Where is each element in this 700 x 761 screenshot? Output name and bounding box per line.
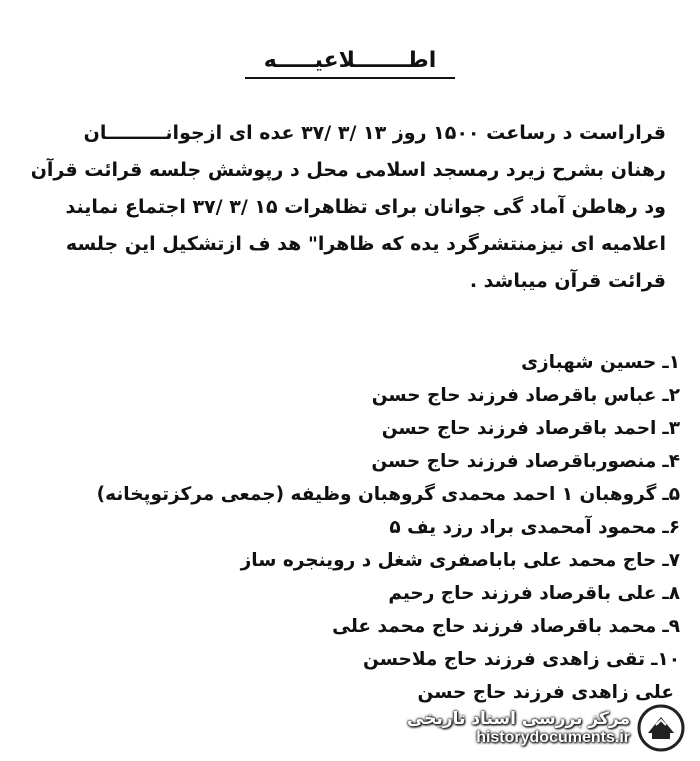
list-item-number: ۱ـ xyxy=(662,352,680,373)
list-item-text: علی باقرصاد فرزند حاج رحیم xyxy=(388,583,657,604)
list-item-number: ۹ـ xyxy=(662,616,680,637)
list-item xyxy=(30,346,680,379)
list-item xyxy=(30,577,680,610)
list-item-number: ۱۰ـ xyxy=(651,649,680,670)
list-item-number: ۶ـ xyxy=(662,517,680,538)
list-item-text: گروهبان ۱ احمد محمدی گروهبان وظیفه (جمعی مرکزتوپخانه) xyxy=(96,484,657,505)
list-item xyxy=(30,445,680,478)
paragraph-line: ود رهاطن آماد گی جوانان برای تظاهرات ۱۵ /۳ /۳۷ اجتماع نمایند xyxy=(65,196,666,218)
list-item-text: عباس باقرصاد فرزند حاج حسن xyxy=(371,385,657,406)
list-item xyxy=(30,544,680,577)
names-list xyxy=(30,346,680,709)
list-item-number: ۳ـ xyxy=(662,418,680,439)
list-item xyxy=(30,610,680,643)
paragraph-line: قراراست د رساعت ۱۵۰۰ روز ۱۳ /۳ /۳۷ عده ای ازجوانـــــــــان xyxy=(83,122,666,144)
list-item-number: ۵ـ xyxy=(662,484,680,505)
list-item-text: منصورباقرصاد فرزند حاج حسن xyxy=(371,451,657,472)
document-title xyxy=(0,48,700,79)
title-text: اطـــــــلاعيـــــه xyxy=(263,48,437,73)
list-item-text: حسین شهبازی xyxy=(521,352,657,373)
list-item xyxy=(30,511,680,544)
list-item xyxy=(30,379,680,412)
list-item-text: حاج محمد علی باباصفری شغل د روینجره ساز xyxy=(240,550,657,571)
list-item-text: علی زاهدی فرزند حاج حسن xyxy=(417,682,674,703)
paragraph-line: رهنان بشرح زیرد رمسجد اسلامی محل د رپوشش جلسه قرائت قرآن xyxy=(30,159,666,181)
watermark-url: historydocuments.ir xyxy=(476,729,630,746)
paragraph-line: قرائت قرآن میباشد . xyxy=(469,270,666,292)
list-item-text: تقی زاهدی فرزند حاج ملاحسن xyxy=(363,649,646,670)
list-item-number: ۲ـ xyxy=(662,385,680,406)
list-item-number: ۴ـ xyxy=(662,451,680,472)
list-item xyxy=(30,643,680,676)
watermark xyxy=(407,703,686,753)
announcement-paragraph xyxy=(30,115,666,300)
history-documents-logo-icon xyxy=(636,703,686,753)
list-item-text: محمود آمحمدی براد رزد یف ۵ xyxy=(389,517,657,538)
list-item-text: احمد باقرصاد فرزند حاج حسن xyxy=(381,418,657,439)
paragraph-line: اعلامیه ای نیزمنتشرگرد یده که ظاهرا" هد ف ازتشکیل این جلسه xyxy=(65,233,666,255)
title-underline xyxy=(245,77,455,79)
list-item xyxy=(30,412,680,445)
list-item-number: ۷ـ xyxy=(662,550,680,571)
watermark-text xyxy=(407,709,630,747)
list-item xyxy=(30,478,680,511)
watermark-site-name: مرکز بررسی اسناد تاریخی xyxy=(407,709,630,729)
list-item-number: ۸ـ xyxy=(662,583,680,604)
list-item-text: محمد باقرصاد فرزند حاج محمد علی xyxy=(332,616,657,637)
